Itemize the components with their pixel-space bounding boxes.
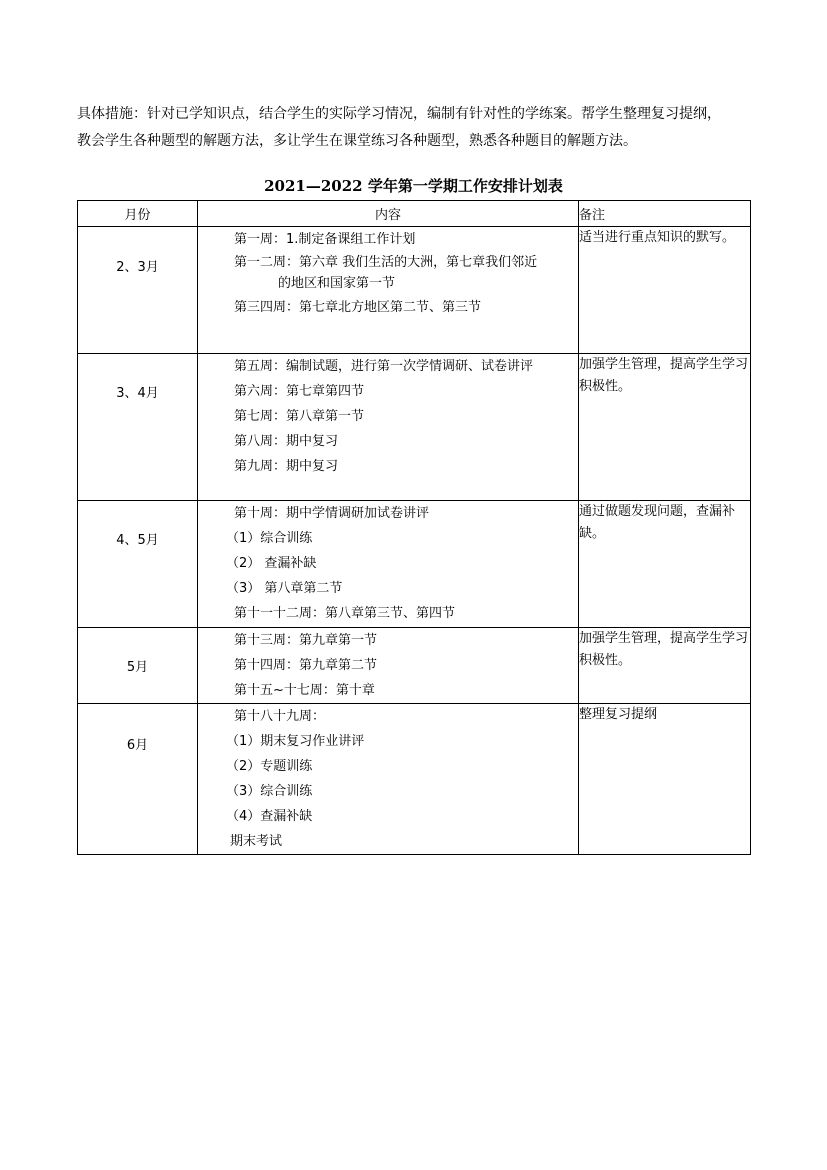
content-line: 的地区和国家第一节 [278,276,396,291]
note-cell: 加强学生管理，提高学生学习积极性。 [579,628,751,704]
table-title: 2021—2022 学年第一学期工作安排计划表 [264,177,563,195]
content-line: 第三四周：第七章北方地区第二节、第三节 [234,300,482,315]
header-note: 备注 [579,201,751,227]
content-cell [198,704,579,855]
month-label: 2、3月 [116,260,159,275]
month-cell [78,354,198,501]
note-cell: 通过做题发现问题，查漏补缺。 [579,501,751,628]
month-cell [78,628,198,704]
content-line: （2） 查漏补缺 [226,556,317,571]
content-line: （3）综合训练 [226,784,313,799]
content-line: 第十周：期中学情调研加试卷讲评 [234,506,430,521]
content-line: 第十五~十七周：第十章 [234,683,375,698]
content-line: （4）查漏补缺 [226,809,313,824]
content-line: 第七周：第八章第一节 [234,409,365,424]
note-cell: 加强学生管理，提高学生学习积极性。 [579,354,751,501]
table-row [78,227,751,354]
content-line: （1）综合训练 [226,531,313,546]
content-line: （2）专题训练 [226,759,313,774]
content-cell [198,354,579,501]
table-header-row [78,201,751,227]
content-cell [198,501,579,628]
intro-line-2: 教会学生各种题型的解题方法，多让学生在课堂练习各种题型，熟悉各种题目的解题方法。 [77,133,637,149]
content-line: 第十八十九周： [234,709,326,724]
content-line: （1）期末复习作业讲评 [226,734,365,749]
month-label: 6月 [126,738,149,753]
content-line: 第九周：期中复习 [234,459,339,474]
header-month: 月份 [78,201,198,227]
month-cell [78,227,198,354]
content-line: 第一周：1.制定备课组工作计划 [234,232,416,247]
content-line: 第十一十二周：第八章第三节、第四节 [234,606,456,621]
content-line: 第八周：期中复习 [234,434,339,449]
month-label: 3、4月 [116,386,159,401]
table-row [78,628,751,704]
table-row [78,704,751,855]
intro-line-1: 具体措施：针对已学知识点，结合学生的实际学习情况，编制有针对性的学练案。帮学生整理复习提纲， [77,106,721,122]
month-label: 4、5月 [116,533,159,548]
header-content: 内容 [198,201,579,227]
content-line: 第五周：编制试题，进行第一次学情调研、试卷讲评 [234,359,534,374]
month-cell [78,501,198,628]
intro-paragraph [77,101,757,155]
table-row [78,354,751,501]
table-row [78,501,751,628]
content-cell [198,227,579,354]
note-cell: 整理复习提纲 [579,704,751,855]
work-plan-table [77,200,751,855]
content-line: 期末考试 [230,834,283,849]
month-label: 5月 [126,660,149,675]
content-line: （3） 第八章第二节 [226,581,343,596]
month-cell [78,704,198,855]
content-line: 第十三周：第九章第一节 [234,633,378,648]
content-line: 第一二周：第六章 我们生活的大洲，第七章我们邻近 [234,255,538,270]
content-line: 第十四周：第九章第二节 [234,658,378,673]
content-cell [198,628,579,704]
note-cell: 适当进行重点知识的默写。 [579,227,751,354]
content-line: 第六周：第七章第四节 [234,384,365,399]
